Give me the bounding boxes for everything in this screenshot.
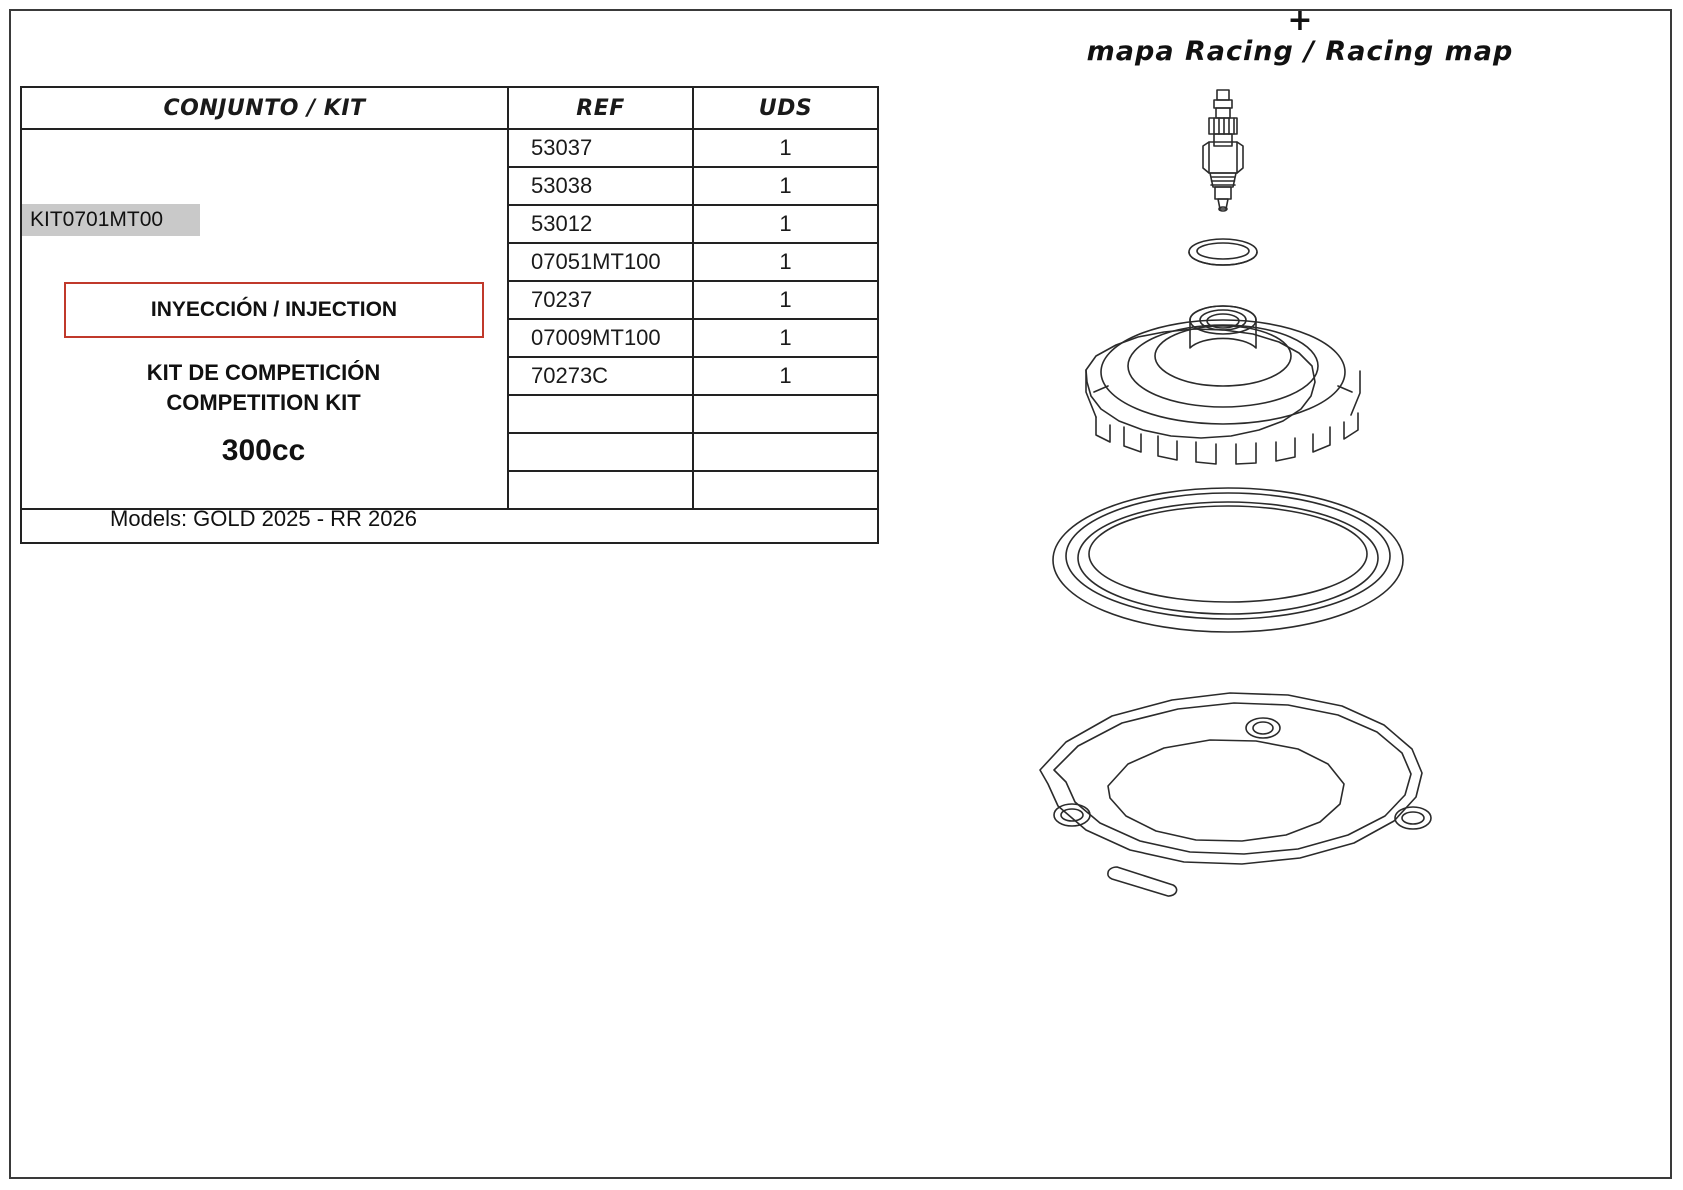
uds-cell: 1 [693,243,878,281]
racing-map-title: mapa Racing / Racing map [1086,36,1514,67]
uds-cell: 1 [693,319,878,357]
racing-map-heading [1020,3,1580,67]
table-row [21,129,878,167]
displacement-label: 300cc [221,434,306,467]
table-header-row [21,87,878,129]
spark-plug-sensor-part [1203,90,1243,211]
ref-cell [508,433,693,471]
ref-cell: 53012 [508,205,693,243]
competition-kit-title [22,358,505,418]
ref-cell [508,395,693,433]
kit-code-badge: KIT0701MT00 [22,204,200,236]
injection-label-text: INYECCIÓN / INJECTION [150,298,398,321]
cylinder-head-cover-part [1086,306,1360,464]
uds-cell: 1 [693,357,878,395]
injection-label-box [64,282,484,338]
kit-description-cell [21,129,508,531]
ref-cell: 53038 [508,167,693,205]
ref-cell: 70237 [508,281,693,319]
uds-cell: 1 [693,205,878,243]
uds-cell [693,395,878,433]
ref-cell: 07009MT100 [508,319,693,357]
competition-title-es: KIT DE COMPETICIÓN [146,360,381,385]
uds-cell [693,433,878,471]
plus-icon: + [1287,3,1313,38]
models-label: Models: GOLD 2025 - RR 2026 [110,506,417,531]
column-header-ref: REF [508,87,693,129]
ref-cell: 53037 [508,129,693,167]
column-header-uds: UDS [693,87,878,129]
ref-cell [508,471,693,509]
o-ring-small-part [1189,239,1257,265]
ref-cell: 70273C [508,357,693,395]
ref-cell: 07051MT100 [508,243,693,281]
cylinder-base-gasket-part [1040,693,1431,910]
o-ring-large-part [1053,488,1403,632]
kit-table [20,86,879,544]
uds-cell: 1 [693,281,878,319]
uds-cell: 1 [693,129,878,167]
column-header-conjunto-kit: CONJUNTO / KIT [21,87,508,129]
uds-cell: 1 [693,167,878,205]
uds-cell [693,471,878,509]
competition-title-en: COMPETITION KIT [166,390,361,415]
exploded-parts-drawing [1000,80,1600,910]
